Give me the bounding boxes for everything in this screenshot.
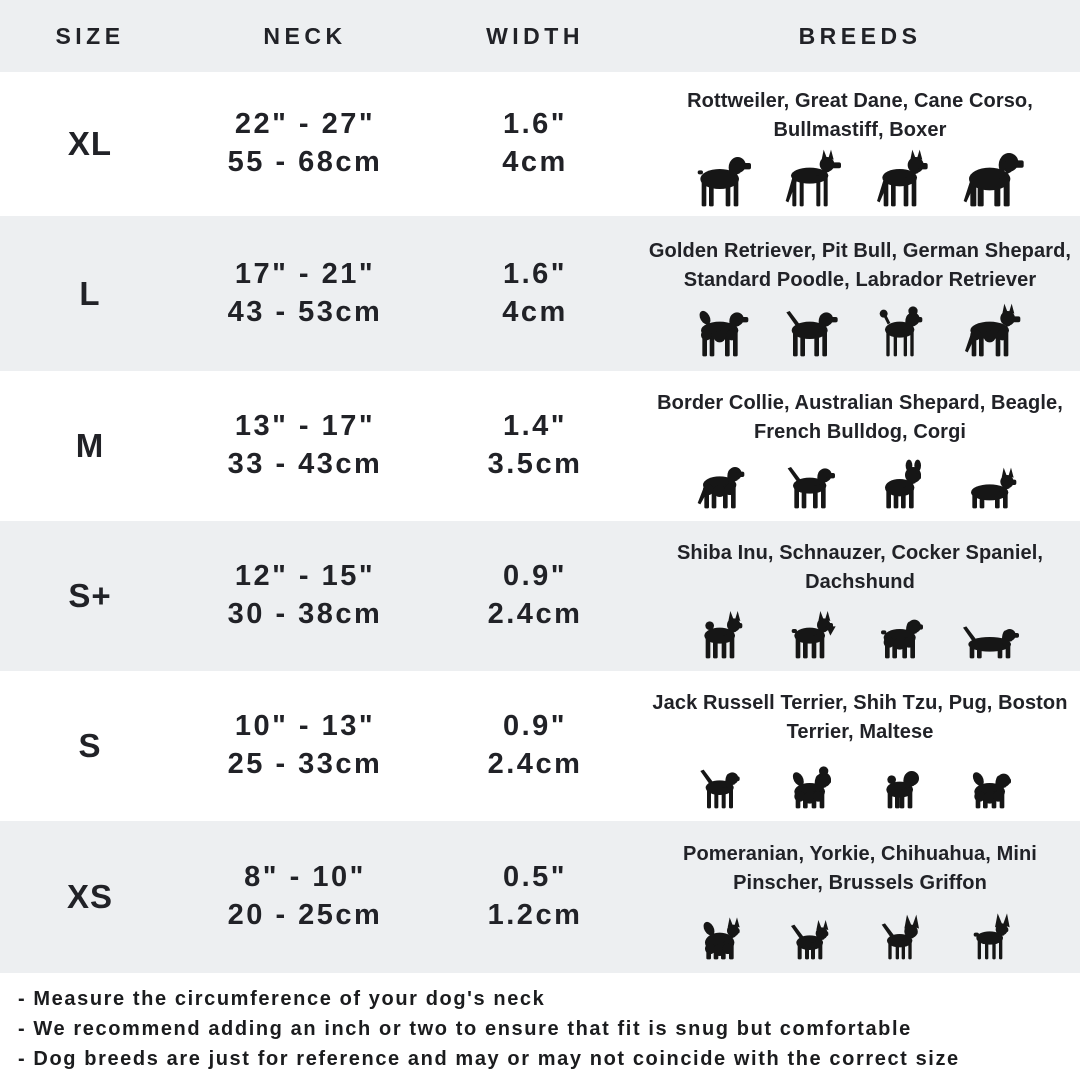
note-line: - Dog breeds are just for reference and may or may not coincide with the correct size [18, 1048, 960, 1070]
bullmastiff-icon [955, 149, 1035, 209]
note-line: - We recommend adding an inch or two to ensure that fit is snug but comfortable [18, 1018, 912, 1040]
width-inches: 0.5" [502, 861, 568, 894]
size-label: XL [67, 125, 113, 162]
labrador-icon [775, 299, 855, 359]
size-row-xs [0, 821, 1080, 973]
shiba-inu-icon [685, 601, 765, 661]
neck-inches: 8" - 10" [244, 861, 366, 894]
cane-corso-icon [865, 149, 945, 209]
size-row-m [0, 371, 1080, 521]
breed-icons [685, 299, 1035, 359]
col-header-width: WIDTH [486, 22, 584, 49]
width-value [430, 708, 640, 783]
width-value [430, 256, 640, 331]
breeds-list: Golden Retriever, Pit Bull, German Shepard, Standard Poodle, Labrador Retriever [648, 239, 1072, 291]
jack-russell-icon [685, 751, 765, 811]
table-header [0, 0, 1080, 72]
col-header-breeds: BREEDS [798, 22, 922, 49]
min-pinscher-icon [955, 902, 1035, 962]
width-inches: 1.4" [502, 410, 568, 443]
col-header-size: SIZE [55, 22, 125, 49]
breed-icons [685, 451, 1035, 511]
poodle-icon [865, 299, 945, 359]
breed-icons [685, 902, 1035, 962]
breeds-cell [640, 72, 1080, 216]
width-inches: 1.6" [502, 257, 568, 290]
breeds-list: Pomeranian, Yorkie, Chihuahua, Mini Pinscher, Brussels Griffon [683, 843, 1037, 894]
breeds-cell [640, 671, 1080, 821]
size-label: M [75, 427, 105, 464]
corgi-icon [955, 451, 1035, 511]
neck-range [180, 408, 430, 483]
great-dane-icon [775, 149, 855, 209]
width-cm: 2.4cm [487, 748, 583, 780]
breeds-cell [640, 216, 1080, 371]
breeds-list: Border Collie, Australian Shepard, Beagle, French Bulldog, Corgi [657, 392, 1063, 443]
pomeranian-icon [685, 902, 765, 962]
rottweiler-icon [685, 149, 765, 209]
yorkie-icon [775, 902, 855, 962]
width-inches: 1.6" [502, 108, 568, 141]
breeds-cell [640, 521, 1080, 671]
note-line: - Measure the circumference of your dog's neck [18, 988, 546, 1010]
breeds-list: Rottweiler, Great Dane, Cane Corso, Bullmastiff, Boxer [687, 90, 1033, 141]
neck-range [180, 256, 430, 331]
neck-cm: 30 - 38cm [227, 598, 383, 630]
neck-range [180, 859, 430, 934]
maltese-icon [955, 751, 1035, 811]
golden-retriever-icon [685, 299, 765, 359]
width-value [430, 859, 640, 934]
width-cm: 4cm [502, 295, 568, 328]
border-collie-icon [685, 451, 765, 511]
neck-inches: 17" - 21" [234, 257, 376, 290]
footer-notes [0, 973, 1080, 1071]
shih-tzu-icon [775, 751, 855, 811]
width-cm: 2.4cm [487, 598, 583, 630]
size-row-s [0, 671, 1080, 821]
width-cm: 3.5cm [487, 448, 583, 480]
neck-range [180, 558, 430, 633]
width-value [430, 106, 640, 181]
neck-cm: 25 - 33cm [227, 748, 383, 780]
chihuahua-icon [865, 902, 945, 962]
neck-cm: 33 - 43cm [227, 448, 383, 480]
width-cm: 4cm [502, 146, 568, 178]
size-label: XS [66, 878, 114, 915]
pug-icon [865, 751, 945, 811]
german-shepherd-icon [955, 299, 1035, 359]
neck-inches: 10" - 13" [234, 710, 376, 743]
width-inches: 0.9" [502, 560, 568, 593]
neck-inches: 12" - 15" [234, 560, 376, 593]
breed-icons [685, 149, 1035, 209]
neck-inches: 22" - 27" [234, 108, 376, 141]
breeds-list: Jack Russell Terrier, Shih Tzu, Pug, Boston Terrier, Maltese [652, 692, 1068, 743]
width-value [430, 408, 640, 483]
col-header-neck: NECK [263, 22, 347, 49]
breeds-list: Shiba Inu, Schnauzer, Cocker Spaniel, Dachshund [676, 542, 1044, 593]
cocker-spaniel-icon [865, 601, 945, 661]
size-label: S+ [68, 577, 112, 614]
width-inches: 0.9" [502, 710, 568, 743]
size-row-s-plus [0, 521, 1080, 671]
beagle-icon [775, 451, 855, 511]
schnauzer-icon [775, 601, 855, 661]
neck-range [180, 708, 430, 783]
neck-cm: 43 - 53cm [227, 295, 383, 328]
breeds-cell [640, 821, 1080, 973]
size-row-xl [0, 72, 1080, 216]
dachshund-icon [955, 601, 1035, 661]
breeds-cell [640, 371, 1080, 521]
neck-cm: 55 - 68cm [227, 146, 383, 178]
breed-icons [685, 601, 1035, 661]
size-row-l [0, 216, 1080, 371]
size-label: S [78, 727, 102, 764]
neck-cm: 20 - 25cm [227, 899, 383, 931]
neck-inches: 13" - 17" [234, 410, 376, 443]
french-bulldog-icon [865, 451, 945, 511]
width-value [430, 558, 640, 633]
size-label: L [79, 274, 101, 312]
neck-range [180, 106, 430, 181]
width-cm: 1.2cm [487, 899, 583, 931]
breed-icons [685, 751, 1035, 811]
